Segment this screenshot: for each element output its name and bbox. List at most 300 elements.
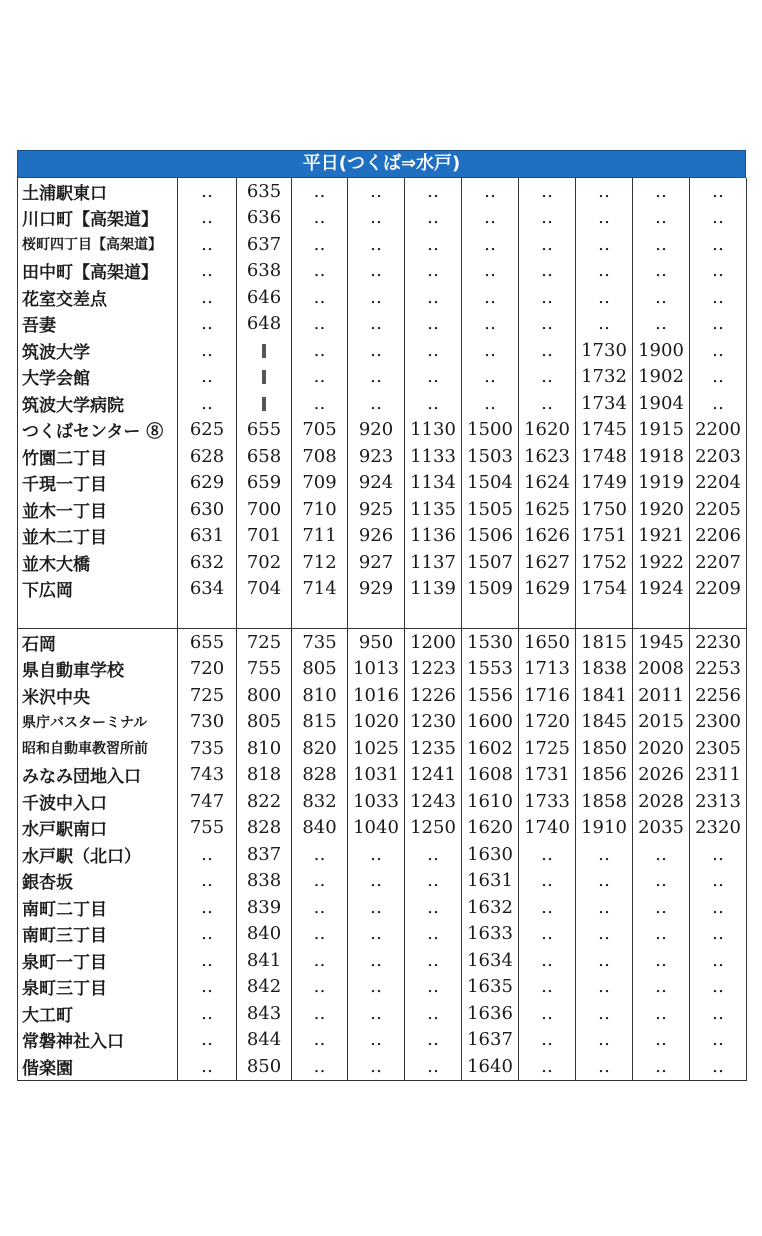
departure-time: 1136 <box>405 523 462 550</box>
departure-time: ‥ <box>348 1027 405 1054</box>
departure-time: 700 <box>237 496 292 523</box>
departure-time: 1623 <box>519 443 576 470</box>
departure-time: ‥ <box>178 1027 237 1054</box>
departure-time: 805 <box>292 656 348 683</box>
departure-time: 810 <box>237 735 292 762</box>
departure-time: ‥ <box>690 894 747 921</box>
departure-time: 1500 <box>462 417 519 444</box>
departure-time: ‥ <box>519 178 576 205</box>
departure-time: 1130 <box>405 417 462 444</box>
departure-time: 2230 <box>690 629 747 656</box>
table-row <box>18 390 747 417</box>
departure-time: 2020 <box>633 735 690 762</box>
departure-time: 2320 <box>690 815 747 842</box>
departure-time: 1915 <box>633 417 690 444</box>
departure-time: ‥ <box>690 390 747 417</box>
stop-name: 千現一丁目 <box>18 470 178 497</box>
departure-time: 840 <box>292 815 348 842</box>
departure-time: 1243 <box>405 788 462 815</box>
departure-time: 1200 <box>405 629 462 656</box>
departure-time: ‥ <box>178 311 237 338</box>
stop-name: 泉町三丁目 <box>18 974 178 1001</box>
departure-time: ‥ <box>405 231 462 258</box>
departure-time: 1919 <box>633 470 690 497</box>
table-row <box>18 443 747 470</box>
departure-time: ‥ <box>292 258 348 285</box>
departure-time: ‥ <box>633 178 690 205</box>
departure-time: ‥ <box>576 205 633 232</box>
timetable <box>17 150 746 1081</box>
departure-time: 635 <box>237 178 292 205</box>
departure-time: 1730 <box>576 337 633 364</box>
departure-time: ‥ <box>348 947 405 974</box>
departure-time: 1608 <box>462 762 519 789</box>
departure-time: 1625 <box>519 496 576 523</box>
departure-time: 1025 <box>348 735 405 762</box>
departure-time: 1856 <box>576 762 633 789</box>
spacer-cell <box>519 602 576 629</box>
departure-time: 1640 <box>462 1053 519 1080</box>
departure-time: ‥ <box>690 1000 747 1027</box>
departure-time: ‥ <box>405 364 462 391</box>
departure-time: 730 <box>178 709 237 736</box>
departure-time: ‥ <box>633 231 690 258</box>
departure-time: ‥ <box>519 364 576 391</box>
departure-time: 1850 <box>576 735 633 762</box>
departure-time: ‥ <box>633 894 690 921</box>
departure-time: ‥ <box>348 231 405 258</box>
stop-name: 筑波大学病院 <box>18 390 178 417</box>
departure-time: ‥ <box>178 284 237 311</box>
departure-time: 1750 <box>576 496 633 523</box>
departure-time: ‥ <box>348 284 405 311</box>
departure-time: 2035 <box>633 815 690 842</box>
departure-time: ‥ <box>690 974 747 1001</box>
departure-time: 1636 <box>462 1000 519 1027</box>
departure-time: ‥ <box>690 258 747 285</box>
departure-time: ‥ <box>690 1027 747 1054</box>
departure-time: ‥ <box>405 1027 462 1054</box>
departure-time: 925 <box>348 496 405 523</box>
departure-time: 1507 <box>462 549 519 576</box>
departure-time: ‥ <box>576 284 633 311</box>
stop-name: 下広岡 <box>18 576 178 603</box>
spacer-cell <box>633 602 690 629</box>
spacer-cell <box>576 602 633 629</box>
stop-name: 泉町一丁目 <box>18 947 178 974</box>
departure-time: 1235 <box>405 735 462 762</box>
departure-time: 1650 <box>519 629 576 656</box>
departure-time: ‥ <box>292 841 348 868</box>
departure-time: ‥ <box>690 205 747 232</box>
departure-time: ‥ <box>348 337 405 364</box>
departure-time: 1600 <box>462 709 519 736</box>
stop-name: 川口町【高架道】 <box>18 205 178 232</box>
departure-time: ‥ <box>292 974 348 1001</box>
departure-time <box>237 337 292 364</box>
departure-time: 1716 <box>519 682 576 709</box>
table-row <box>18 709 747 736</box>
departure-time: ‥ <box>519 337 576 364</box>
departure-time: ‥ <box>178 921 237 948</box>
table-row <box>18 178 747 205</box>
departure-time: 1845 <box>576 709 633 736</box>
departure-time: ‥ <box>178 1053 237 1080</box>
departure-time: ‥ <box>405 258 462 285</box>
departure-time: 709 <box>292 470 348 497</box>
departure-time: ‥ <box>292 947 348 974</box>
departure-time: ‥ <box>576 947 633 974</box>
departure-time: 632 <box>178 549 237 576</box>
departure-time: 2204 <box>690 470 747 497</box>
departure-time: ‥ <box>405 947 462 974</box>
departure-time: ‥ <box>348 178 405 205</box>
departure-time: ‥ <box>576 841 633 868</box>
departure-time: 818 <box>237 762 292 789</box>
stop-name: 偕楽園 <box>18 1053 178 1080</box>
departure-time: 1732 <box>576 364 633 391</box>
departure-time: 1921 <box>633 523 690 550</box>
departure-time: 832 <box>292 788 348 815</box>
departure-time: ‥ <box>633 205 690 232</box>
departure-time: ‥ <box>690 947 747 974</box>
departure-time: ‥ <box>519 231 576 258</box>
departure-time: ‥ <box>178 947 237 974</box>
table-row <box>18 311 747 338</box>
pass-through-mark <box>262 344 266 358</box>
departure-time: 710 <box>292 496 348 523</box>
departure-time: ‥ <box>462 284 519 311</box>
departure-time: ‥ <box>690 231 747 258</box>
departure-time: 1734 <box>576 390 633 417</box>
departure-time: 837 <box>237 841 292 868</box>
departure-time: 659 <box>237 470 292 497</box>
departure-time: ‥ <box>405 311 462 338</box>
departure-time: ‥ <box>178 258 237 285</box>
departure-time: ‥ <box>405 921 462 948</box>
departure-time: ‥ <box>348 258 405 285</box>
departure-time: 755 <box>178 815 237 842</box>
departure-time: ‥ <box>405 894 462 921</box>
departure-time: ‥ <box>633 1000 690 1027</box>
departure-time: ‥ <box>576 178 633 205</box>
departure-time: 631 <box>178 523 237 550</box>
departure-time: 841 <box>237 947 292 974</box>
departure-time: 805 <box>237 709 292 736</box>
stop-name: 県庁バスターミナル <box>18 709 178 736</box>
departure-time: ‥ <box>633 1053 690 1080</box>
departure-time: 828 <box>292 762 348 789</box>
table-row <box>18 682 747 709</box>
departure-time: 725 <box>237 629 292 656</box>
departure-time: 2008 <box>633 656 690 683</box>
stop-name: 石岡 <box>18 629 178 656</box>
departure-time: 655 <box>178 629 237 656</box>
departure-time: 1720 <box>519 709 576 736</box>
departure-time: 1631 <box>462 868 519 895</box>
departure-time: ‥ <box>519 205 576 232</box>
table-row <box>18 868 747 895</box>
departure-time: ‥ <box>292 1053 348 1080</box>
departure-time: 840 <box>237 921 292 948</box>
departure-time: ‥ <box>292 337 348 364</box>
departure-time: 920 <box>348 417 405 444</box>
departure-time: ‥ <box>292 894 348 921</box>
departure-time: ‥ <box>519 1000 576 1027</box>
departure-time: 1013 <box>348 656 405 683</box>
departure-time: 1223 <box>405 656 462 683</box>
stop-name: 田中町【高架道】 <box>18 258 178 285</box>
table-row <box>18 1053 747 1080</box>
departure-time: 1226 <box>405 682 462 709</box>
departure-time: 2011 <box>633 682 690 709</box>
departure-time: 850 <box>237 1053 292 1080</box>
departure-time: 1733 <box>519 788 576 815</box>
departure-time: ‥ <box>633 921 690 948</box>
table-row <box>18 656 747 683</box>
departure-time: ‥ <box>576 921 633 948</box>
departure-time: ‥ <box>348 364 405 391</box>
departure-time: ‥ <box>348 894 405 921</box>
departure-time: 636 <box>237 205 292 232</box>
departure-time: ‥ <box>690 841 747 868</box>
departure-time: ‥ <box>576 868 633 895</box>
departure-time: ‥ <box>405 337 462 364</box>
departure-time: ‥ <box>292 921 348 948</box>
departure-time: 1630 <box>462 841 519 868</box>
stop-name: 吾妻 <box>18 311 178 338</box>
departure-time: 1815 <box>576 629 633 656</box>
departure-time: 2305 <box>690 735 747 762</box>
departure-time: 1137 <box>405 549 462 576</box>
departure-time: ‥ <box>519 258 576 285</box>
departure-time: ‥ <box>348 390 405 417</box>
table-row <box>18 1027 747 1054</box>
departure-time: 1725 <box>519 735 576 762</box>
departure-time: 1556 <box>462 682 519 709</box>
departure-time: 1749 <box>576 470 633 497</box>
departure-time: 2205 <box>690 496 747 523</box>
departure-time: 735 <box>292 629 348 656</box>
departure-time: 705 <box>292 417 348 444</box>
departure-time: ‥ <box>633 947 690 974</box>
departure-time: ‥ <box>462 364 519 391</box>
table-row <box>18 947 747 974</box>
departure-time: ‥ <box>405 841 462 868</box>
departure-time: ‥ <box>405 205 462 232</box>
departure-time: ‥ <box>348 311 405 338</box>
departure-time: 725 <box>178 682 237 709</box>
departure-time: 843 <box>237 1000 292 1027</box>
departure-time: ‥ <box>292 284 348 311</box>
departure-time: 1503 <box>462 443 519 470</box>
departure-time: ‥ <box>348 974 405 1001</box>
table-row <box>18 337 747 364</box>
departure-time: 1740 <box>519 815 576 842</box>
departure-time: 838 <box>237 868 292 895</box>
departure-time: 628 <box>178 443 237 470</box>
departure-time: 1713 <box>519 656 576 683</box>
departure-time: ‥ <box>178 894 237 921</box>
spacer-cell <box>462 602 519 629</box>
departure-time: ‥ <box>576 1027 633 1054</box>
departure-time: 648 <box>237 311 292 338</box>
departure-time: ‥ <box>178 1000 237 1027</box>
departure-time: ‥ <box>178 231 237 258</box>
departure-time: ‥ <box>405 974 462 1001</box>
table-row <box>18 974 747 1001</box>
departure-time: 712 <box>292 549 348 576</box>
departure-time: ‥ <box>690 284 747 311</box>
departure-time: 1530 <box>462 629 519 656</box>
departure-time: 1620 <box>462 815 519 842</box>
departure-time: 655 <box>237 417 292 444</box>
departure-time: 810 <box>292 682 348 709</box>
departure-time: 2256 <box>690 682 747 709</box>
stop-name: 昭和自動車教習所前 <box>18 735 178 762</box>
departure-time: 1506 <box>462 523 519 550</box>
departure-time: 924 <box>348 470 405 497</box>
departure-time: 1910 <box>576 815 633 842</box>
departure-time: ‥ <box>576 974 633 1001</box>
departure-time: ‥ <box>633 284 690 311</box>
departure-time: ‥ <box>348 841 405 868</box>
spacer-cell <box>348 602 405 629</box>
departure-time: 1633 <box>462 921 519 948</box>
spacer-cell <box>178 602 237 629</box>
departure-time: 1241 <box>405 762 462 789</box>
departure-time: 1841 <box>576 682 633 709</box>
departure-time: ‥ <box>576 1000 633 1027</box>
departure-time: ‥ <box>690 921 747 948</box>
stop-name: 大工町 <box>18 1000 178 1027</box>
departure-time: 638 <box>237 258 292 285</box>
departure-time: 1637 <box>462 1027 519 1054</box>
departure-time: ‥ <box>519 947 576 974</box>
departure-time: 1610 <box>462 788 519 815</box>
departure-time: ‥ <box>462 337 519 364</box>
stop-name: 桜町四丁目【高架道】 <box>18 231 178 258</box>
table-row <box>18 496 747 523</box>
departure-time: 2311 <box>690 762 747 789</box>
departure-time: ‥ <box>178 337 237 364</box>
departure-time: 1134 <box>405 470 462 497</box>
departure-time: ‥ <box>292 1027 348 1054</box>
departure-time: ‥ <box>348 868 405 895</box>
departure-time: ‥ <box>405 1053 462 1080</box>
stop-name: 県自動車学校 <box>18 656 178 683</box>
departure-time: ‥ <box>462 231 519 258</box>
departure-time: ‥ <box>348 205 405 232</box>
departure-time: ‥ <box>462 390 519 417</box>
departure-time: ‥ <box>292 178 348 205</box>
departure-time: ‥ <box>633 311 690 338</box>
departure-time: 1632 <box>462 894 519 921</box>
departure-time: 708 <box>292 443 348 470</box>
departure-time: 842 <box>237 974 292 1001</box>
departure-time: 1748 <box>576 443 633 470</box>
departure-time: 2015 <box>633 709 690 736</box>
departure-time: ‥ <box>519 311 576 338</box>
departure-time: 950 <box>348 629 405 656</box>
departure-time: 1629 <box>519 576 576 603</box>
departure-time <box>237 364 292 391</box>
stop-name: 花室交差点 <box>18 284 178 311</box>
departure-time: 1858 <box>576 788 633 815</box>
departure-time: ‥ <box>690 364 747 391</box>
table-row <box>18 470 747 497</box>
departure-time: 839 <box>237 894 292 921</box>
departure-time: 702 <box>237 549 292 576</box>
pass-through-mark <box>262 397 266 411</box>
stop-name: 常磐神社入口 <box>18 1027 178 1054</box>
departure-time: 820 <box>292 735 348 762</box>
departure-time: 800 <box>237 682 292 709</box>
departure-time: 926 <box>348 523 405 550</box>
stop-name: 南町三丁目 <box>18 921 178 948</box>
departure-time: 1627 <box>519 549 576 576</box>
spacer-row <box>18 602 747 629</box>
departure-time: ‥ <box>462 311 519 338</box>
departure-time: ‥ <box>633 841 690 868</box>
departure-time: ‥ <box>690 178 747 205</box>
departure-time: ‥ <box>405 1000 462 1027</box>
stop-name: 銀杏坂 <box>18 868 178 895</box>
table-row <box>18 735 747 762</box>
stop-name: 千波中入口 <box>18 788 178 815</box>
departure-time: ‥ <box>519 841 576 868</box>
departure-time: ‥ <box>690 337 747 364</box>
departure-time: 634 <box>178 576 237 603</box>
departure-time: ‥ <box>405 178 462 205</box>
departure-time: 747 <box>178 788 237 815</box>
departure-time: 2313 <box>690 788 747 815</box>
departure-time: 625 <box>178 417 237 444</box>
departure-time: 815 <box>292 709 348 736</box>
table-row <box>18 841 747 868</box>
departure-time: ‥ <box>576 258 633 285</box>
departure-time: 1920 <box>633 496 690 523</box>
departure-time: 1033 <box>348 788 405 815</box>
departure-time: ‥ <box>519 284 576 311</box>
table-row <box>18 284 747 311</box>
departure-time: ‥ <box>690 868 747 895</box>
stop-name: 並木二丁目 <box>18 523 178 550</box>
departure-time: ‥ <box>178 364 237 391</box>
spacer-cell <box>690 602 747 629</box>
departure-time: 1626 <box>519 523 576 550</box>
departure-time: 1250 <box>405 815 462 842</box>
departure-time: 1902 <box>633 364 690 391</box>
departure-time: ‥ <box>178 974 237 1001</box>
departure-time: 1624 <box>519 470 576 497</box>
stop-name: 南町二丁目 <box>18 894 178 921</box>
departure-time: 2026 <box>633 762 690 789</box>
departure-time: ‥ <box>633 974 690 1001</box>
departure-time: 1505 <box>462 496 519 523</box>
stop-name: つくばセンター ⑧ <box>18 417 178 444</box>
departure-time: 637 <box>237 231 292 258</box>
departure-time: 704 <box>237 576 292 603</box>
departure-time: 1904 <box>633 390 690 417</box>
departure-time: ‥ <box>292 311 348 338</box>
departure-time: ‥ <box>292 390 348 417</box>
departure-time: ‥ <box>519 921 576 948</box>
departure-time: 630 <box>178 496 237 523</box>
departure-time: ‥ <box>519 894 576 921</box>
departure-time: 1016 <box>348 682 405 709</box>
departure-time: ‥ <box>178 178 237 205</box>
